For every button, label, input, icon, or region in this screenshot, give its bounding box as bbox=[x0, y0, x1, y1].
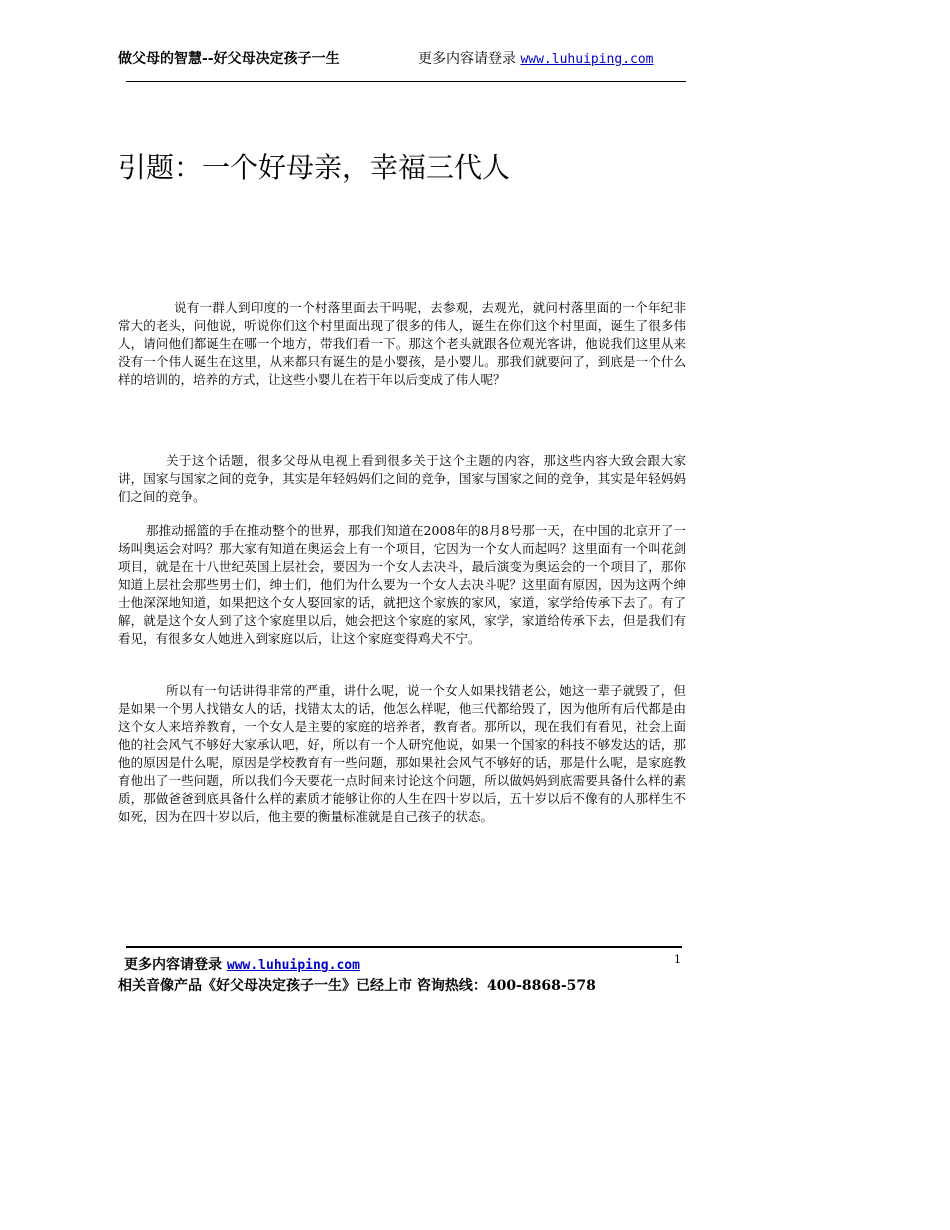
header-more-prefix: 更多内容请登录 bbox=[418, 51, 516, 67]
paragraph-4: 所以有一句话讲得非常的严重，讲什么呢，说一个女人如果找错老公，她这一辈子就毁了，但是如果一个男人找错女人的话，找错太太的话，他怎么样呢，他三代都给毁了，因为他所有后代都是由这个女人来培养教育，一个女人是主要的家庭的培养者，教育者。那所以，现在我们有看见，社会上面他的社会风气不够好大家承认吧，好，所以有一个人研究他说，如果一个国家的科技不够发达的话，那他的原因是什么呢，原因是学校教育有一些问题，那如果社会风气不够好的话，那是什么呢，是家庭教育他出了一些问题，所以我们今天要花一点时间来讨论这个问题，所以做妈妈到底需要具备什么样的素质，那做爸爸到底具备什么样的素质才能够让你的人生在四十岁以后，五十岁以后不像有的人那样生不如死，因为在四十岁以后，他主要的衡量标准就是自己孩子的状态。 bbox=[118, 683, 686, 824]
header-divider bbox=[126, 81, 686, 82]
paragraph-3: 那推动摇篮的手在推动整个的世界，那我们知道在2008年的8月8号那一天，在中国的北京开了一场叫奥运会对吗？那大家有知道在奥运会上有一个项目，它因为一个女人而起吗？这里面有一个叫花剑项目，就是在十八世纪英国上层社会，要因为一个女人去决斗，最后演变为奥运会的一个项目了，那你知道上层社会那些男士们，绅士们，他们为什么要为一个女人去决斗呢？这里面有原因，因为这两个绅士他深深地知道，如果把这个女人娶回家的话，就把这个家族的家风，家道，家学给传承下去了。有了解，就是这个女人到了这个家庭里以后，她会把这个家庭的家风，家学，家道给传承下去，但是我们有看见，有很多女人她进入到家庭以后，让这个家庭变得鸡犬不宁。 bbox=[118, 523, 686, 646]
footer-more-info bbox=[124, 954, 360, 974]
paragraph-2: 关于这个话题，很多父母从电视上看到很多关于这个主题的内容，那这些内容大致会跟大家讲，国家与国家之间的竞争，其实是年轻妈妈们之间的竞争，国家与国家之间的竞争，其实是年轻妈妈们之间的竞争。 bbox=[118, 453, 686, 504]
footer-divider bbox=[126, 946, 682, 948]
footer-more-prefix: 更多内容请登录 bbox=[124, 957, 222, 973]
header-title: 做父母的智慧--好父母决定孩子一生 bbox=[118, 51, 340, 67]
footer-website-link[interactable]: www.luhuiping.com bbox=[226, 958, 360, 973]
page-number: 1 bbox=[674, 953, 681, 966]
document-title: 引题：一个好母亲，幸福三代人 bbox=[118, 151, 511, 184]
header-website-link[interactable]: www.luhuiping.com bbox=[520, 52, 654, 67]
paragraph-1: 说有一群人到印度的一个村落里面去干吗呢，去参观，去观光，就问村落里面的一个年纪非常大的老头，问他说，听说你们这个村里面出现了很多的伟人，诞生在你们这个村里面，诞生了很多伟人，请问他们都诞生在哪一个地方，带我们看一下。那这个老头就跟各位观光客讲，他说我们这里从来没有一个伟人诞生在这里，从来都只有诞生的是小婴孩，是小婴儿。那我们就要问了，到底是一个什么样的培训的，培养的方式，让这些小婴儿在若干年以后变成了伟人呢？ bbox=[118, 300, 686, 387]
header-more-info bbox=[418, 48, 654, 68]
page-header bbox=[118, 48, 688, 70]
footer-product-line: 相关音像产品《好父母决定孩子一生》已经上市 咨询热线：400-8868-578 bbox=[118, 978, 596, 994]
